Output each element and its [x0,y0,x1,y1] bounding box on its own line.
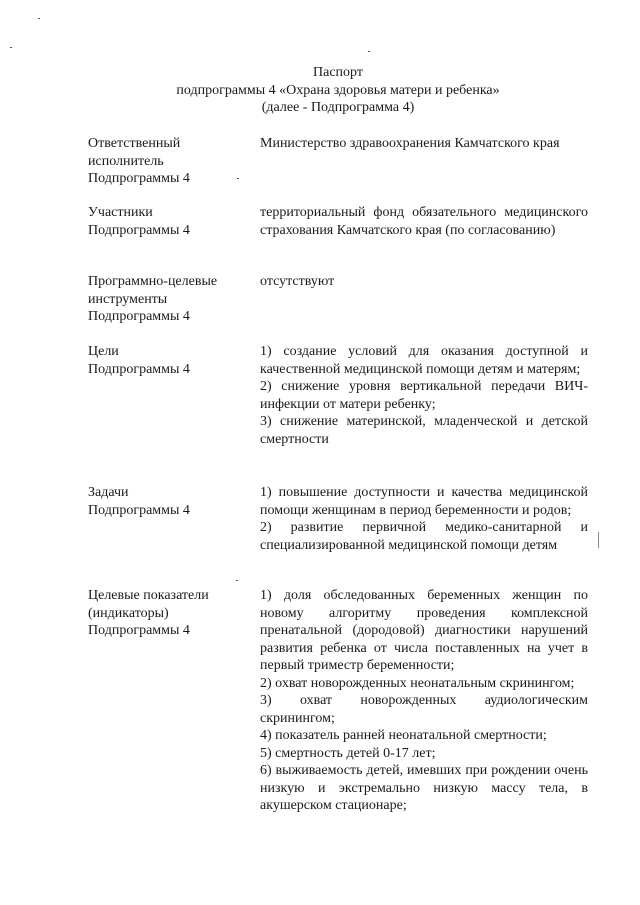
passport-header [0,64,640,117]
row-value: территориальный фонд обязательного медицинского страхования Камчатского края (по согласованию) [260,205,588,238]
row-label: Участники Подпрограммы 4 [88,205,190,238]
row-label: Цели Подпрограммы 4 [88,344,190,377]
row-value: Министерство здравоохранения Камчатского края [260,136,560,151]
row-value: 1) создание условий для оказания доступной и качественной медицинской помощи детям и матерям; 2) снижение уровня вертикальной передачи ВИЧ-инфекции от матери ребенку; 3) снижение материнской, младенческой и детской смертности [260,344,588,447]
passport-note: (далее - Подпрограмма 4) [261,100,415,115]
row-label: Задачи Подпрограммы 4 [88,485,190,518]
row-label: Ответственный исполнитель Подпрограммы 4 [88,136,190,186]
row-value: 1) доля обследованных беременных женщин по новому алгоритму проведения комплексной пренатальной (дородовой) диагностики нарушений развития ребенка от числа поставленных на учет в первый триместр беременности; 2) охват новорожденных неонатальным скринингом; 3) охват новорожденных аудиологическим скринингом; 4) показатель ранней неонатальной смертности; 5) смертность детей 0-17 лет; 6) выживаемость детей, имевших при рождении очень низкую и экстремально низкую массу тела, в акушерском стационаре; [260,588,588,813]
passport-subtitle: подпрограммы 4 «Охрана здоровья матери и ребенка» [176,82,500,98]
row-value: 1) повышение доступности и качества медицинской помощи женщинам в период беременности и родов; 2) развитие первичной медико-санитарной и специализированной медицинской помощи детям [260,485,588,553]
row-value: отсутствуют [260,274,335,289]
row-label: Программно-целевые инструменты Подпрограммы 4 [88,274,218,324]
row-label: Целевые показатели (индикаторы) Подпрограммы 4 [88,588,209,638]
passport-title: Паспорт [313,65,363,80]
